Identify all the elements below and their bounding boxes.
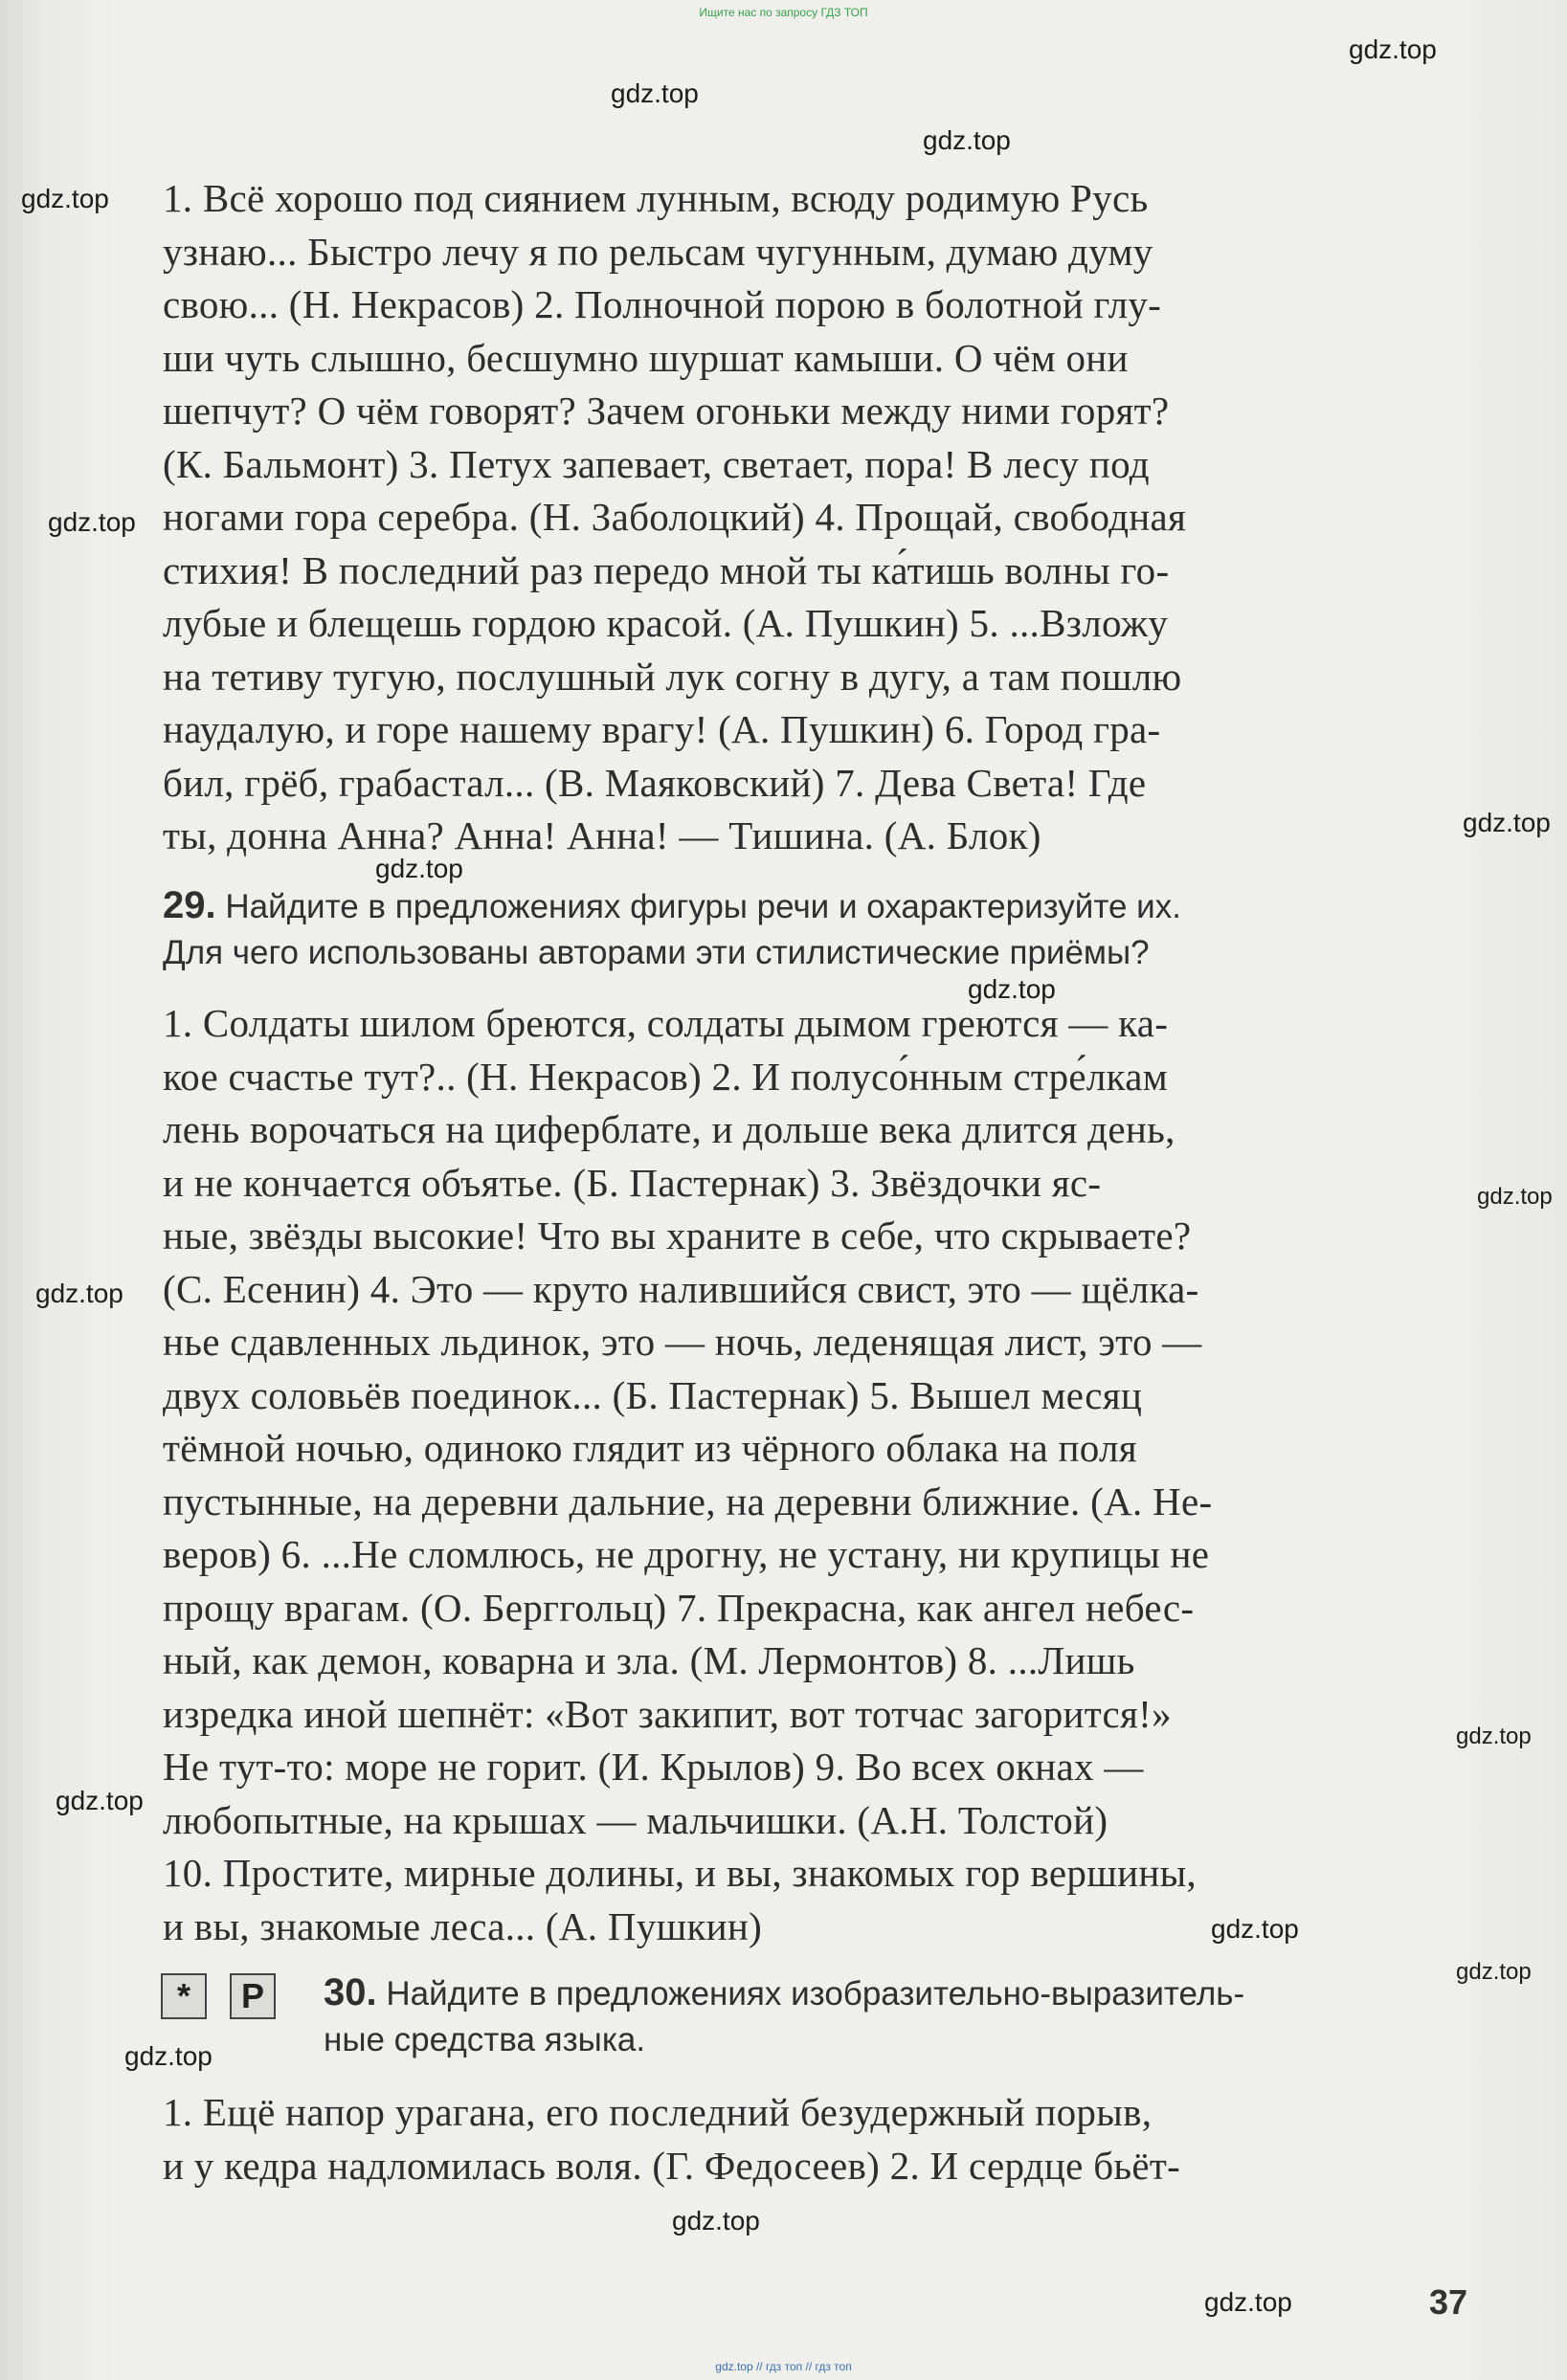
watermark: gdz.top bbox=[1349, 34, 1437, 64]
text-line: и вы, знакомые леса... (А. Пушкин) bbox=[163, 1903, 763, 1948]
text-line: двух соловьёв поединок... (Б. Пастернак) 5. Вышел месяц bbox=[163, 1372, 1143, 1417]
text-line: тёмной ночью, одиноко глядит из чёрного облака на поля bbox=[163, 1426, 1137, 1470]
text-line: нье сдавленных льдинок, это — ночь, леденящая лист, это — bbox=[163, 1320, 1202, 1364]
text-line: изредка иной шепнёт: «Вот закипит, вот тотчас загорится!» bbox=[163, 1691, 1172, 1736]
text-line: 1. Ещё напор урагана, его последний безудержный порыв, bbox=[163, 2090, 1153, 2134]
text-line: пустынные, на деревни дальние, на деревни ближние. (А. Не- bbox=[163, 1479, 1213, 1524]
star-badge-icon: * bbox=[161, 1973, 207, 2019]
text-line: на тетиву тугую, послушный лук согну в дугу, а там пошлю bbox=[163, 654, 1182, 699]
text-line: кое счастье тут?.. (Н. Некрасов) 2. И полусо́нным стре́лкам bbox=[163, 1054, 1168, 1099]
text-line: ный, как демон, коварна и зла. (М. Лермонтов) 8. ...Лишь bbox=[163, 1638, 1135, 1682]
watermark: gdz.top bbox=[1456, 1724, 1532, 1749]
task-instruction: Для чего использованы авторами эти стилистические приёмы? bbox=[163, 934, 1150, 971]
header-note: Ищите нас по запросу ГДЗ ТОП bbox=[699, 6, 868, 19]
watermark: gdz.top bbox=[1477, 1184, 1553, 1210]
watermark: gdz.top bbox=[124, 2041, 213, 2071]
exercise-text-block-3 bbox=[163, 2086, 1476, 2192]
watermark: gdz.top bbox=[48, 507, 136, 537]
text-line: Не тут-то: море не горит. (И. Крылов) 9. Во всех окнах — bbox=[163, 1745, 1144, 1789]
watermark: gdz.top bbox=[1204, 2287, 1292, 2317]
text-line: 1. Солдаты шилом бреются, солдаты дымом греются — ка- bbox=[163, 1001, 1169, 1045]
text-line: (К. Бальмонт) 3. Петух запевает, светает, пора! В лесу под bbox=[163, 441, 1150, 486]
text-line: и не кончается объятье. (Б. Пастернак) 3. Звёздочки яс- bbox=[163, 1160, 1102, 1205]
text-line: и у кедра надломилась воля. (Г. Федосеев) 2. И сердце бьёт- bbox=[163, 2143, 1181, 2188]
footer-note: gdz.top // гдз топ // гдз топ bbox=[715, 2360, 852, 2373]
watermark: gdz.top bbox=[923, 125, 1011, 155]
watermark: gdz.top bbox=[611, 78, 699, 108]
text-line: лень ворочаться на циферблате, и дольше века длится день, bbox=[163, 1107, 1175, 1151]
p-badge-icon: Р bbox=[230, 1973, 276, 2019]
page-number: 37 bbox=[1429, 2282, 1468, 2322]
text-line: 10. Простите, мирные долины, и вы, знакомых гор вершины, bbox=[163, 1851, 1197, 1895]
task-29 bbox=[163, 882, 1476, 976]
text-line: бил, грёб, грабастал... (В. Маяковский) 7. Дева Света! Где bbox=[163, 760, 1147, 805]
text-line: 1. Всё хорошо под сиянием лунным, всюду родимую Русь bbox=[163, 176, 1149, 220]
text-line: прощу врагам. (О. Берггольц) 7. Прекрасна, как ангел небес- bbox=[163, 1585, 1195, 1630]
task-30 bbox=[324, 1969, 1472, 2063]
task-instruction: ные средства языка. bbox=[324, 2021, 646, 2058]
watermark: gdz.top bbox=[968, 974, 1056, 1004]
text-line: наудалую, и горе нашему врагу! (А. Пушкин) 6. Город гра- bbox=[163, 707, 1161, 751]
watermark: gdz.top bbox=[1463, 808, 1551, 837]
text-line: узнаю... Быстро лечу я по рельсам чугунным, думаю думу bbox=[163, 229, 1153, 274]
task-instruction: Найдите в предложениях изобразительно-выразитель- bbox=[386, 1975, 1245, 2013]
text-line: ты, донна Анна? Анна! Анна! — Тишина. (А. Блок) bbox=[163, 813, 1041, 857]
task-number: 29. bbox=[163, 884, 216, 926]
text-line: веров) 6. ...Не сломлюсь, не дрогну, не устану, ни крупицы не bbox=[163, 1532, 1210, 1576]
watermark: gdz.top bbox=[56, 1786, 144, 1815]
watermark: gdz.top bbox=[375, 854, 463, 883]
task-instruction: Найдите в предложениях фигуры речи и охарактеризуйте их. bbox=[225, 888, 1181, 925]
text-line: ногами гора серебра. (Н. Заболоцкий) 4. Прощай, свободная bbox=[163, 495, 1187, 539]
text-line: свою... (Н. Некрасов) 2. Полночной порою в болотной глу- bbox=[163, 282, 1162, 326]
watermark: gdz.top bbox=[35, 1279, 123, 1308]
text-line: шепчут? О чём говорят? Зачем огоньки между ними горят? bbox=[163, 389, 1170, 433]
text-line: любопытные, на крышах — мальчишки. (А.Н. Толстой) bbox=[163, 1797, 1108, 1842]
task-number: 30. bbox=[324, 1971, 377, 2013]
watermark: gdz.top bbox=[1211, 1914, 1299, 1944]
text-line: (С. Есенин) 4. Это — круто налившийся свист, это — щёлка- bbox=[163, 1266, 1199, 1311]
watermark: gdz.top bbox=[21, 184, 109, 213]
watermark: gdz.top bbox=[672, 2206, 760, 2235]
text-line: ши чуть слышно, бесшумно шуршат камыши. О чём они bbox=[163, 335, 1129, 380]
exercise-text-block-1 bbox=[163, 172, 1476, 863]
text-line: лубые и блещешь гордою красой. (А. Пушкин) 5. ...Взложу bbox=[163, 601, 1169, 645]
text-line: стихия! В последний раз передо мной ты ка́тишь волны го- bbox=[163, 547, 1170, 592]
watermark: gdz.top bbox=[1456, 1959, 1532, 1985]
exercise-text-block-2 bbox=[163, 997, 1476, 1953]
text-line: ные, звёзды высокие! Что вы храните в себе, что скрываете? bbox=[163, 1213, 1192, 1257]
